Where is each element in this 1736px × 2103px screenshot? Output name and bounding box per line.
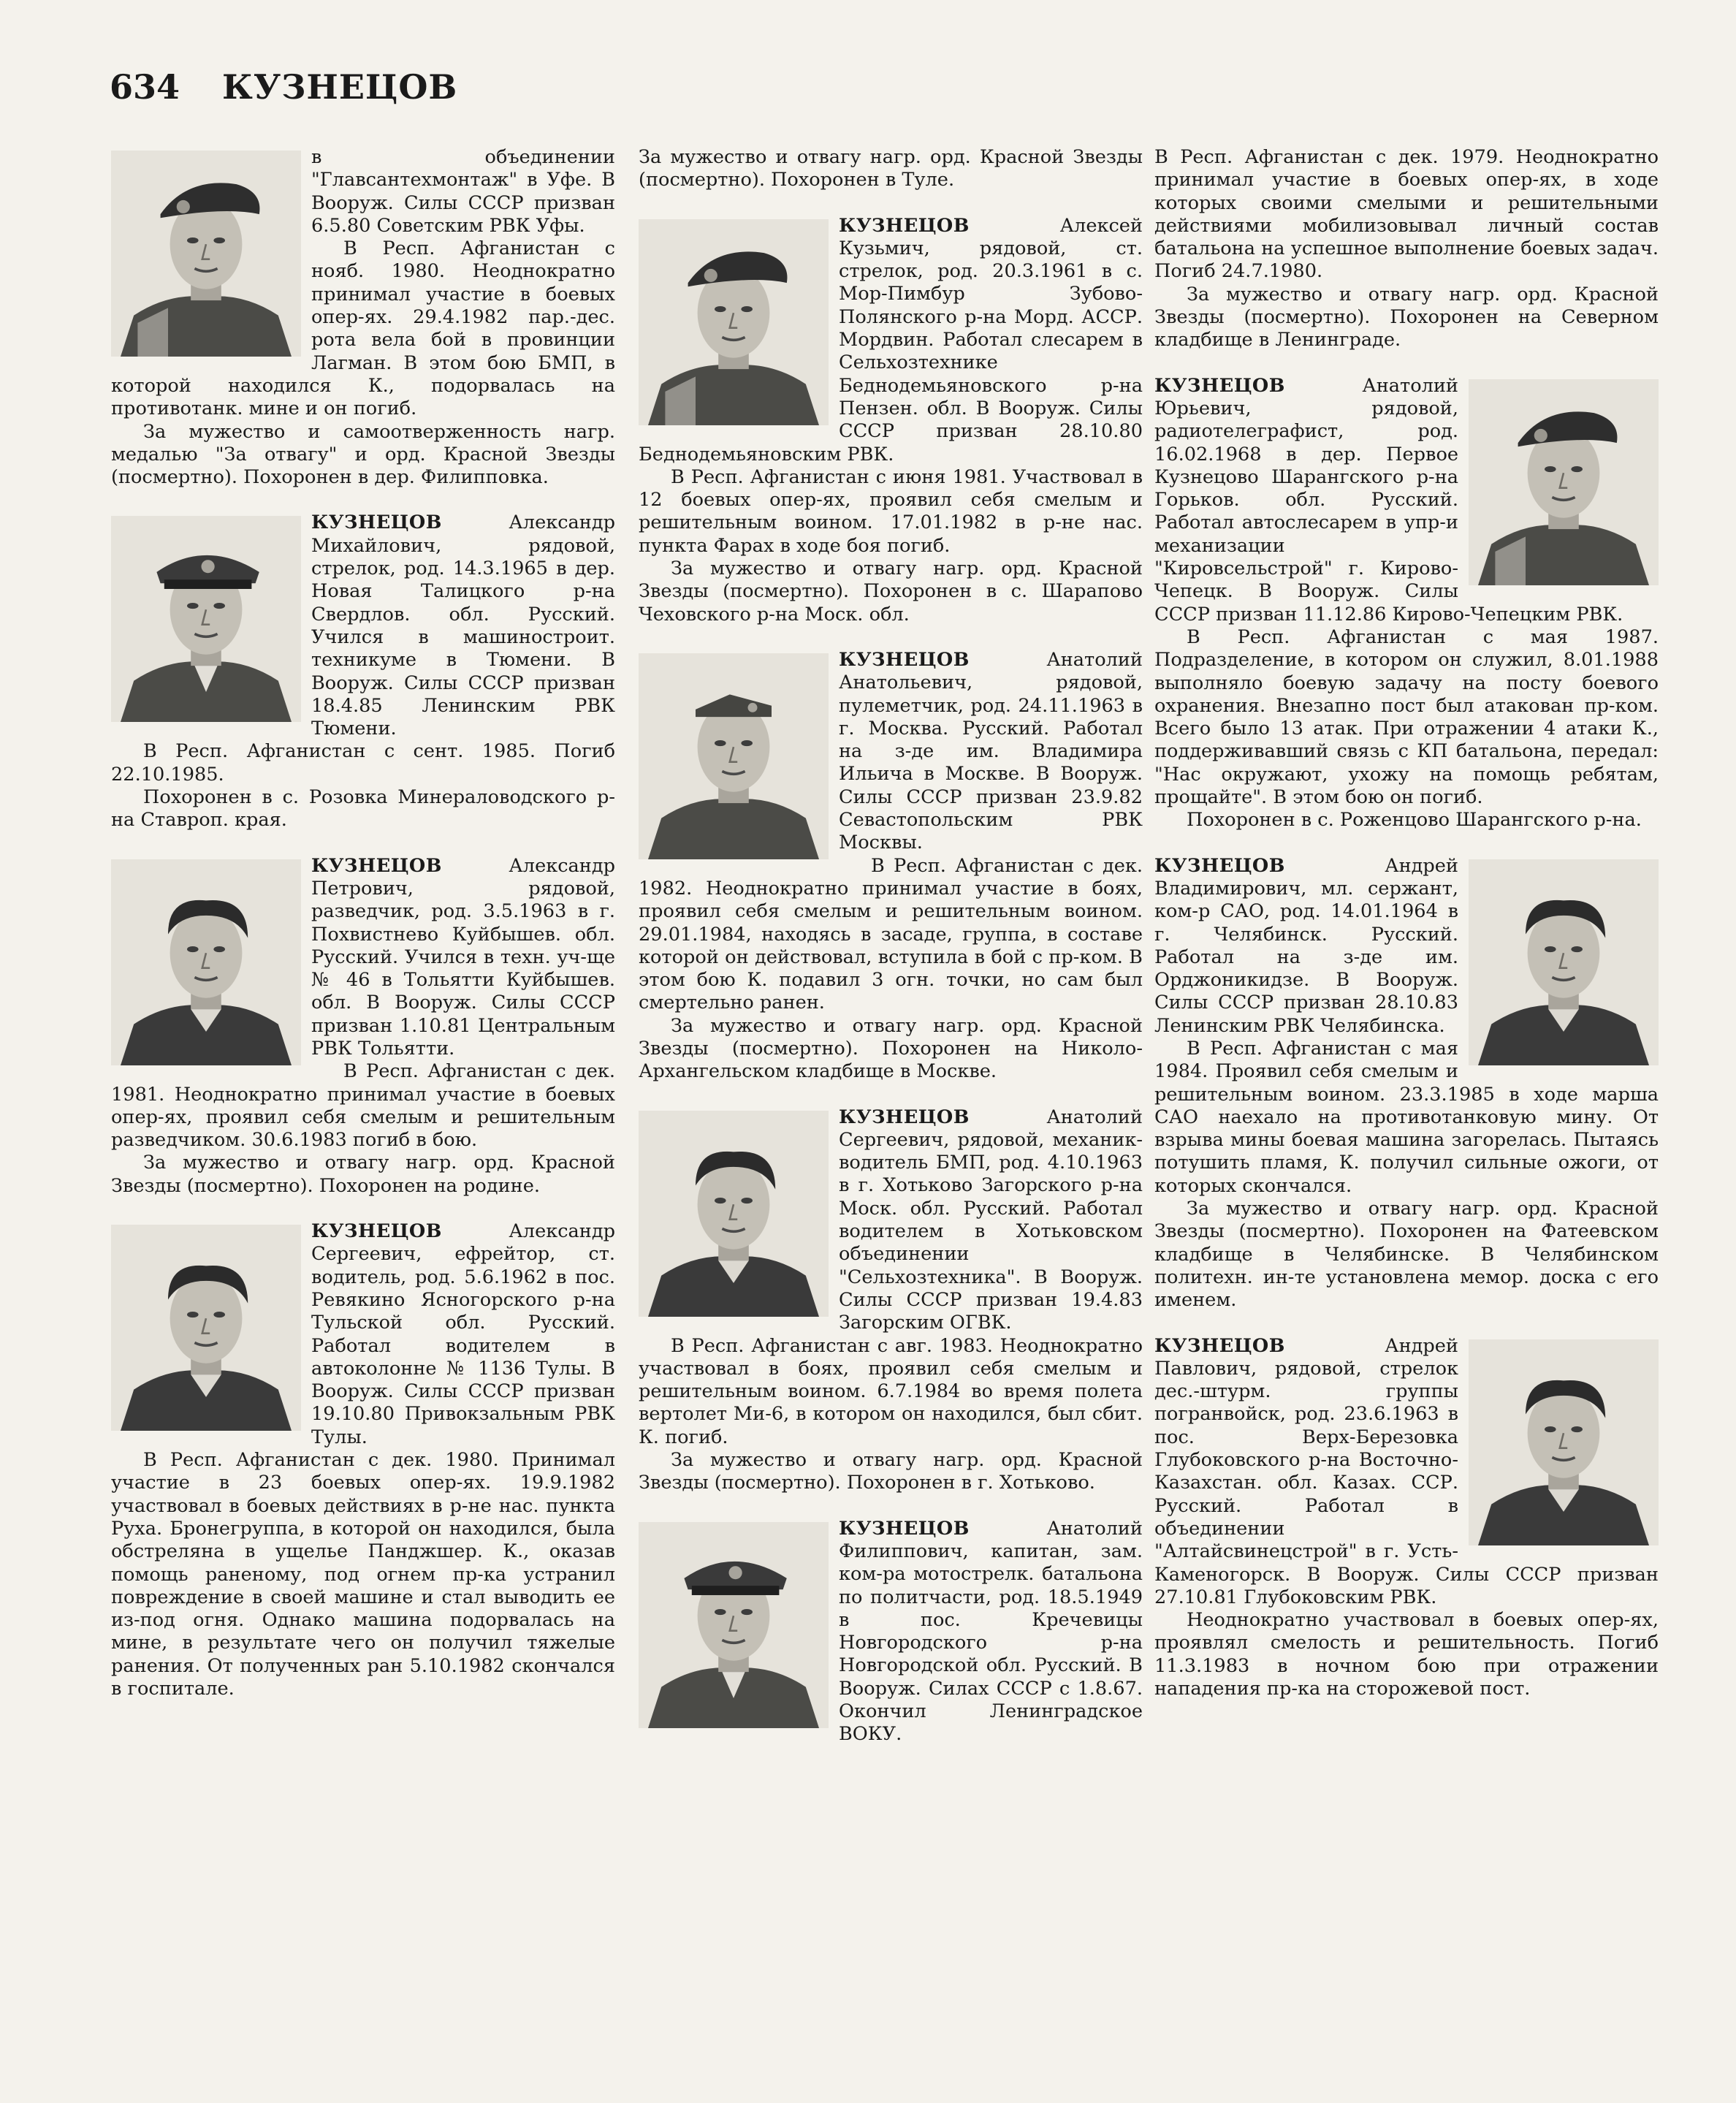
- entry-lead: [639, 1106, 1143, 1335]
- biography-entry: [111, 1220, 615, 1700]
- entry-lead-text: Александр Сергеевич, ефрейтор, ст. водитель, род. 5.6.1962 в пос. Ревякино Ясногорского р-на Тульской обл. Русский. Работал водителем в автоколонне № 1136 Тулы. В Вооруж. Силы СССР призван 19.10.80 Привокзальным РВК Тулы.: [311, 1220, 615, 1448]
- entry-surname: КУЗНЕЦОВ: [839, 648, 970, 671]
- entry-paragraph: За мужество и отвагу нагр. орд. Красной Звезды (посмертно). Похоронен в с. Шарапово Чеховского р-на Моск. обл.: [639, 558, 1143, 625]
- entry-paragraph: В Респ. Афганистан с дек. 1981. Неоднократно принимал участие в боевых опер-ях, проявил себя смелым и решительным разведчиком. 30.6.1983 погиб в бою.: [111, 1060, 615, 1152]
- entry-lead: [639, 215, 1143, 466]
- biography-entry: [111, 146, 615, 489]
- entry-paragraph: За мужество и отвагу нагр. орд. Красной Звезды (посмертно). Похоронен на Николо-Архангельском кладбище в Москве.: [639, 1014, 1143, 1083]
- portrait-photo: [1469, 1339, 1659, 1545]
- entry-lead-text: Андрей Владимирович, мл. сержант, ком-р САО, род. 14.01.1964 в г. Челябинск. Русский. Работал на з-де им. Орджоникидзе. В Вооруж. Силы СССР призван 28.10.83 Ленинским РВК Челябинска.: [1154, 854, 1458, 1037]
- portrait-photo: [639, 1111, 829, 1317]
- entry-lead-text: Анатолий Филиппович, капитан, зам. ком-ра мотострелк. батальона по политчасти, род. 18.5.1949 в пос. Кречевицы Новгородского р-на Новгородской обл. Русский. В Вооруж. Силах СССР с 1.8.67. Окончил Ленинградское ВОКУ.: [839, 1517, 1143, 1746]
- biography-entry: [639, 649, 1143, 1084]
- entry-paragraph: Похоронен в с. Розовка Минераловодского р-на Ставроп. края.: [111, 786, 615, 832]
- entry-surname: КУЗНЕЦОВ: [1154, 374, 1285, 397]
- portrait-photo: [1469, 859, 1659, 1065]
- entry-surname: КУЗНЕЦОВ: [839, 214, 970, 237]
- biography-entry: [111, 512, 615, 832]
- entry-surname: КУЗНЕЦОВ: [839, 1106, 970, 1128]
- entry-paragraph: В Респ. Афганистан с мая 1987. Подразделение, в котором он служил, 8.01.1988 выполняло боевую задачу на посту боевого охранения. Внезапно пост был атакован пр-ком. Всего было 13 атак. При отражении 4 атаки К., поддерживавший связь с КП батальона, передал: "Нас окружают, ухожу на помощь ребятам, прощайте". В этом бою он погиб.: [1154, 625, 1659, 809]
- entry-surname: КУЗНЕЦОВ: [311, 854, 442, 877]
- entry-paragraph: За мужество и отвагу нагр. орд. Красной Звезды (посмертно). Похоронен на Фатеевском кладбище в Челябинске. В Челябинском политехн. ин-те установлена мемор. доска с его именем.: [1154, 1198, 1659, 1312]
- portrait-photo: [111, 151, 301, 357]
- portrait-photo: [1469, 379, 1659, 585]
- portrait-photo: [639, 653, 829, 859]
- entry-lead: [639, 649, 1143, 855]
- entry-surname: КУЗНЕЦОВ: [839, 1517, 970, 1540]
- biography-entry: [639, 146, 1143, 192]
- entry-paragraph: в объединении "Главсантехмонтаж" в Уфе. В Вооруж. Силы СССР призван 6.5.80 Советским РВК Уфы.: [311, 146, 615, 237]
- entry-lead: [1154, 1335, 1659, 1610]
- entry-lead: [639, 1518, 1143, 1746]
- portrait-photo: [111, 516, 301, 722]
- biography-entry: [1154, 1335, 1659, 1701]
- page-number: 634: [110, 67, 180, 107]
- biography-entry: [1154, 375, 1659, 832]
- entry-lead: [111, 1220, 615, 1449]
- biography-entry: [1154, 146, 1659, 352]
- entry-lead-text: Александр Петрович, рядовой, разведчик, род. 3.5.1963 в г. Похвистнево Куйбышев. обл. Русский. Учился в техн. уч-ще № 46 в Тольятти Куйбышев. обл. В Вооруж. Силы СССР призван 1.10.81 Центральным РВК Тольятти.: [311, 854, 615, 1060]
- entry-paragraph: В Респ. Афганистан с июня 1981. Участвовал в 12 боевых опер-ях, проявил себя смелым и решительным воином. 17.01.1982 в р-не нас. пункта Фарах в ходе боя погиб.: [639, 465, 1143, 557]
- entry-paragraph: За мужество и самоотверженность нагр. медалью "За отвагу" и орд. Красной Звезды (посмертно). Похоронен в дер. Филипповка.: [111, 420, 615, 489]
- entry-lead: [1154, 375, 1659, 626]
- entry-paragraph: За мужество и отвагу нагр. орд. Красной Звезды (посмертно). Похоронен в Туле.: [639, 146, 1143, 191]
- biography-entry: [1154, 855, 1659, 1312]
- entry-lead-text: Анатолий Сергеевич, рядовой, механик-водитель БМП, род. 4.10.1963 в г. Хотьково Загорского р-на Моск. обл. Русский. Работал водителем в Хотьковском объединении "Сельхозтехника". В Вооруж. Силы СССР призван 19.4.83 Загорским ОГВК.: [839, 1106, 1143, 1334]
- biography-entry: [639, 215, 1143, 626]
- column-1: [111, 146, 615, 1723]
- entry-lead: [1154, 855, 1659, 1038]
- entry-paragraph: В Респ. Афганистан с дек. 1979. Неоднократно принимал участие в боевых опер-ях, в ходе которых своими смелыми и решительными действиями мобилизовывал личный состав батальона на успешное выполнение боевых задач. Погиб 24.7.1980.: [1154, 146, 1659, 283]
- column-2: [639, 146, 1143, 1769]
- portrait-photo: [111, 1225, 301, 1431]
- entry-paragraph: За мужество и отвагу нагр. орд. Красной Звезды (посмертно). Похоронен в г. Хотьково.: [639, 1449, 1143, 1494]
- entry-paragraph: За мужество и отвагу нагр. орд. Красной Звезды (посмертно). Похоронен на Северном кладбище в Ленинграде.: [1154, 283, 1659, 351]
- column-3: [1154, 146, 1659, 1723]
- portrait-photo: [111, 859, 301, 1065]
- entry-surname: КУЗНЕЦОВ: [311, 1220, 442, 1243]
- biography-entry: [639, 1518, 1143, 1746]
- biography-entry: [639, 1106, 1143, 1495]
- entry-surname: КУЗНЕЦОВ: [1154, 854, 1285, 877]
- running-head: КУЗНЕЦОВ: [222, 67, 458, 107]
- entry-paragraph: Похоронен в с. Роженцово Шарангского р-на.: [1187, 809, 1642, 832]
- entry-lead-text: Анатолий Юрьевич, рядовой, радиотелеграфист, род. 16.02.1968 в дер. Первое Кузнецово Шарангского р-на Горьков. обл. Русский. Работал автослесарем в упр-и механизации "Кировсельстрой" г. Кирово-Чепецк. В Вооруж. Силы СССР призван 11.12.86 Кирово-Чепецким РВК.: [1154, 374, 1623, 625]
- entry-lead: [111, 512, 615, 740]
- portrait-photo: [639, 1522, 829, 1728]
- entry-paragraph: В Респ. Афганистан с сент. 1985. Погиб 22.10.1985.: [111, 740, 615, 786]
- page-header: [110, 67, 457, 126]
- entry-surname: КУЗНЕЦОВ: [1154, 1334, 1285, 1357]
- biography-entry: [111, 855, 615, 1198]
- entry-paragraph: В Респ. Афганистан с мая 1984. Проявил себя смелым и решительным воином. 23.3.1985 в ходе марша САО наехало на противотанковую мину. От взрыва мины боевая машина загорелась. Пытаясь потушить пламя, К. получил сильные ожоги, от которых скончался.: [1154, 1037, 1659, 1197]
- entry-paragraph: В Респ. Афганистан с дек. 1982. Неоднократно принимал участие в боях, проявил себя смелым и решительным воином. 29.01.1984, находясь в засаде, группа, в составе которой он действовал, вступила в бой с пр-ком. В этом бою К. подавил 3 огн. точки, но сам был смертельно ранен.: [639, 854, 1143, 1014]
- portrait-photo: [639, 219, 829, 425]
- entry-lead-text: Алексей Кузьмич, рядовой, ст. стрелок, род. 20.3.1961 в с. Мор-Пимбур Зубово-Полянского р-на Морд. АССР. Мордвин. Работал слесарем в Сельхозтехнике Беднодемьяновского р-на Пензен. обл. В Вооруж. Силы СССР призван 28.10.80 Беднодемьяновским РВК.: [639, 214, 1143, 465]
- entry-lead: [111, 855, 615, 1061]
- entry-paragraph: В Респ. Афганистан с дек. 1980. Принимал участие в 23 боевых опер-ях. 19.9.1982 участвовал в боевых действиях в р-не нас. пункта Руха. Бронегруппа, в которой он находился, была обстреляна в ущелье Панджшер. К., оказав помощь раненому, под огнем пр-ка устранил повреждение в своей машине и стал выводить ее из-под огня. Однако машина подорвалась на мине, в результате чего он получил тяжелые ранения. От полученных ран 5.10.1982 скончался в госпитале.: [111, 1449, 615, 1700]
- entry-paragraph: За мужество и отвагу нагр. орд. Красной Звезды (посмертно). Похоронен на родине.: [111, 1152, 615, 1197]
- entry-paragraph: В Респ. Афганистан с нояб. 1980. Неоднократно принимал участие в боевых опер-ях. 29.4.1982 пар.-дес. рота вела бой в провинции Лагман. В этом бою БМП, в которой находился К., подорвалась на противотанк. мине и он погиб.: [111, 237, 615, 420]
- entry-paragraph: В Респ. Афганистан с авг. 1983. Неоднократно участвовал в боях, проявил себя смелым и решительным воином. 6.7.1984 во время полета вертолет Ми-6, в котором он находился, был сбит. К. погиб.: [639, 1334, 1143, 1448]
- entry-lead-text: Анатолий Анатольевич, рядовой, пулеметчик, род. 24.11.1963 в г. Москва. Русский. Работал на з-де им. Владимира Ильича в Москве. В Вооруж. Силы СССР призван 23.9.82 Севастопольским РВК Москвы.: [839, 648, 1143, 854]
- entry-lead-text: Андрей Павлович, рядовой, стрелок дес.-штурм. группы погранвойск, род. 23.6.1963 в пос. Верх-Березовка Глубоковского р-на Восточно-Казахстан. обл. Казах. ССР. Русский. Работал в объединении "Алтайсвинецстрой" в г. Усть-Каменогорск. В Вооруж. Силы СССР призван 27.10.81 Глубоковским РВК.: [1154, 1334, 1659, 1608]
- entry-surname: КУЗНЕЦОВ: [311, 512, 442, 534]
- entry-paragraph: Неоднократно участвовал в боевых опер-ях, проявлял смелость и решительность. Погиб 11.3.1983 в ночном бою при отражении нападения пр-ка на сторожевой пост.: [1154, 1609, 1659, 1700]
- entry-lead-text: Александр Михайлович, рядовой, стрелок, род. 14.3.1965 в дер. Новая Талицкого р-на Свердлов. обл. Русский. Учился в машиностроит. техникуме в Тюмени. В Вооруж. Силы СССР призван 18.4.85 Ленинским РВК Тюмени.: [311, 512, 615, 740]
